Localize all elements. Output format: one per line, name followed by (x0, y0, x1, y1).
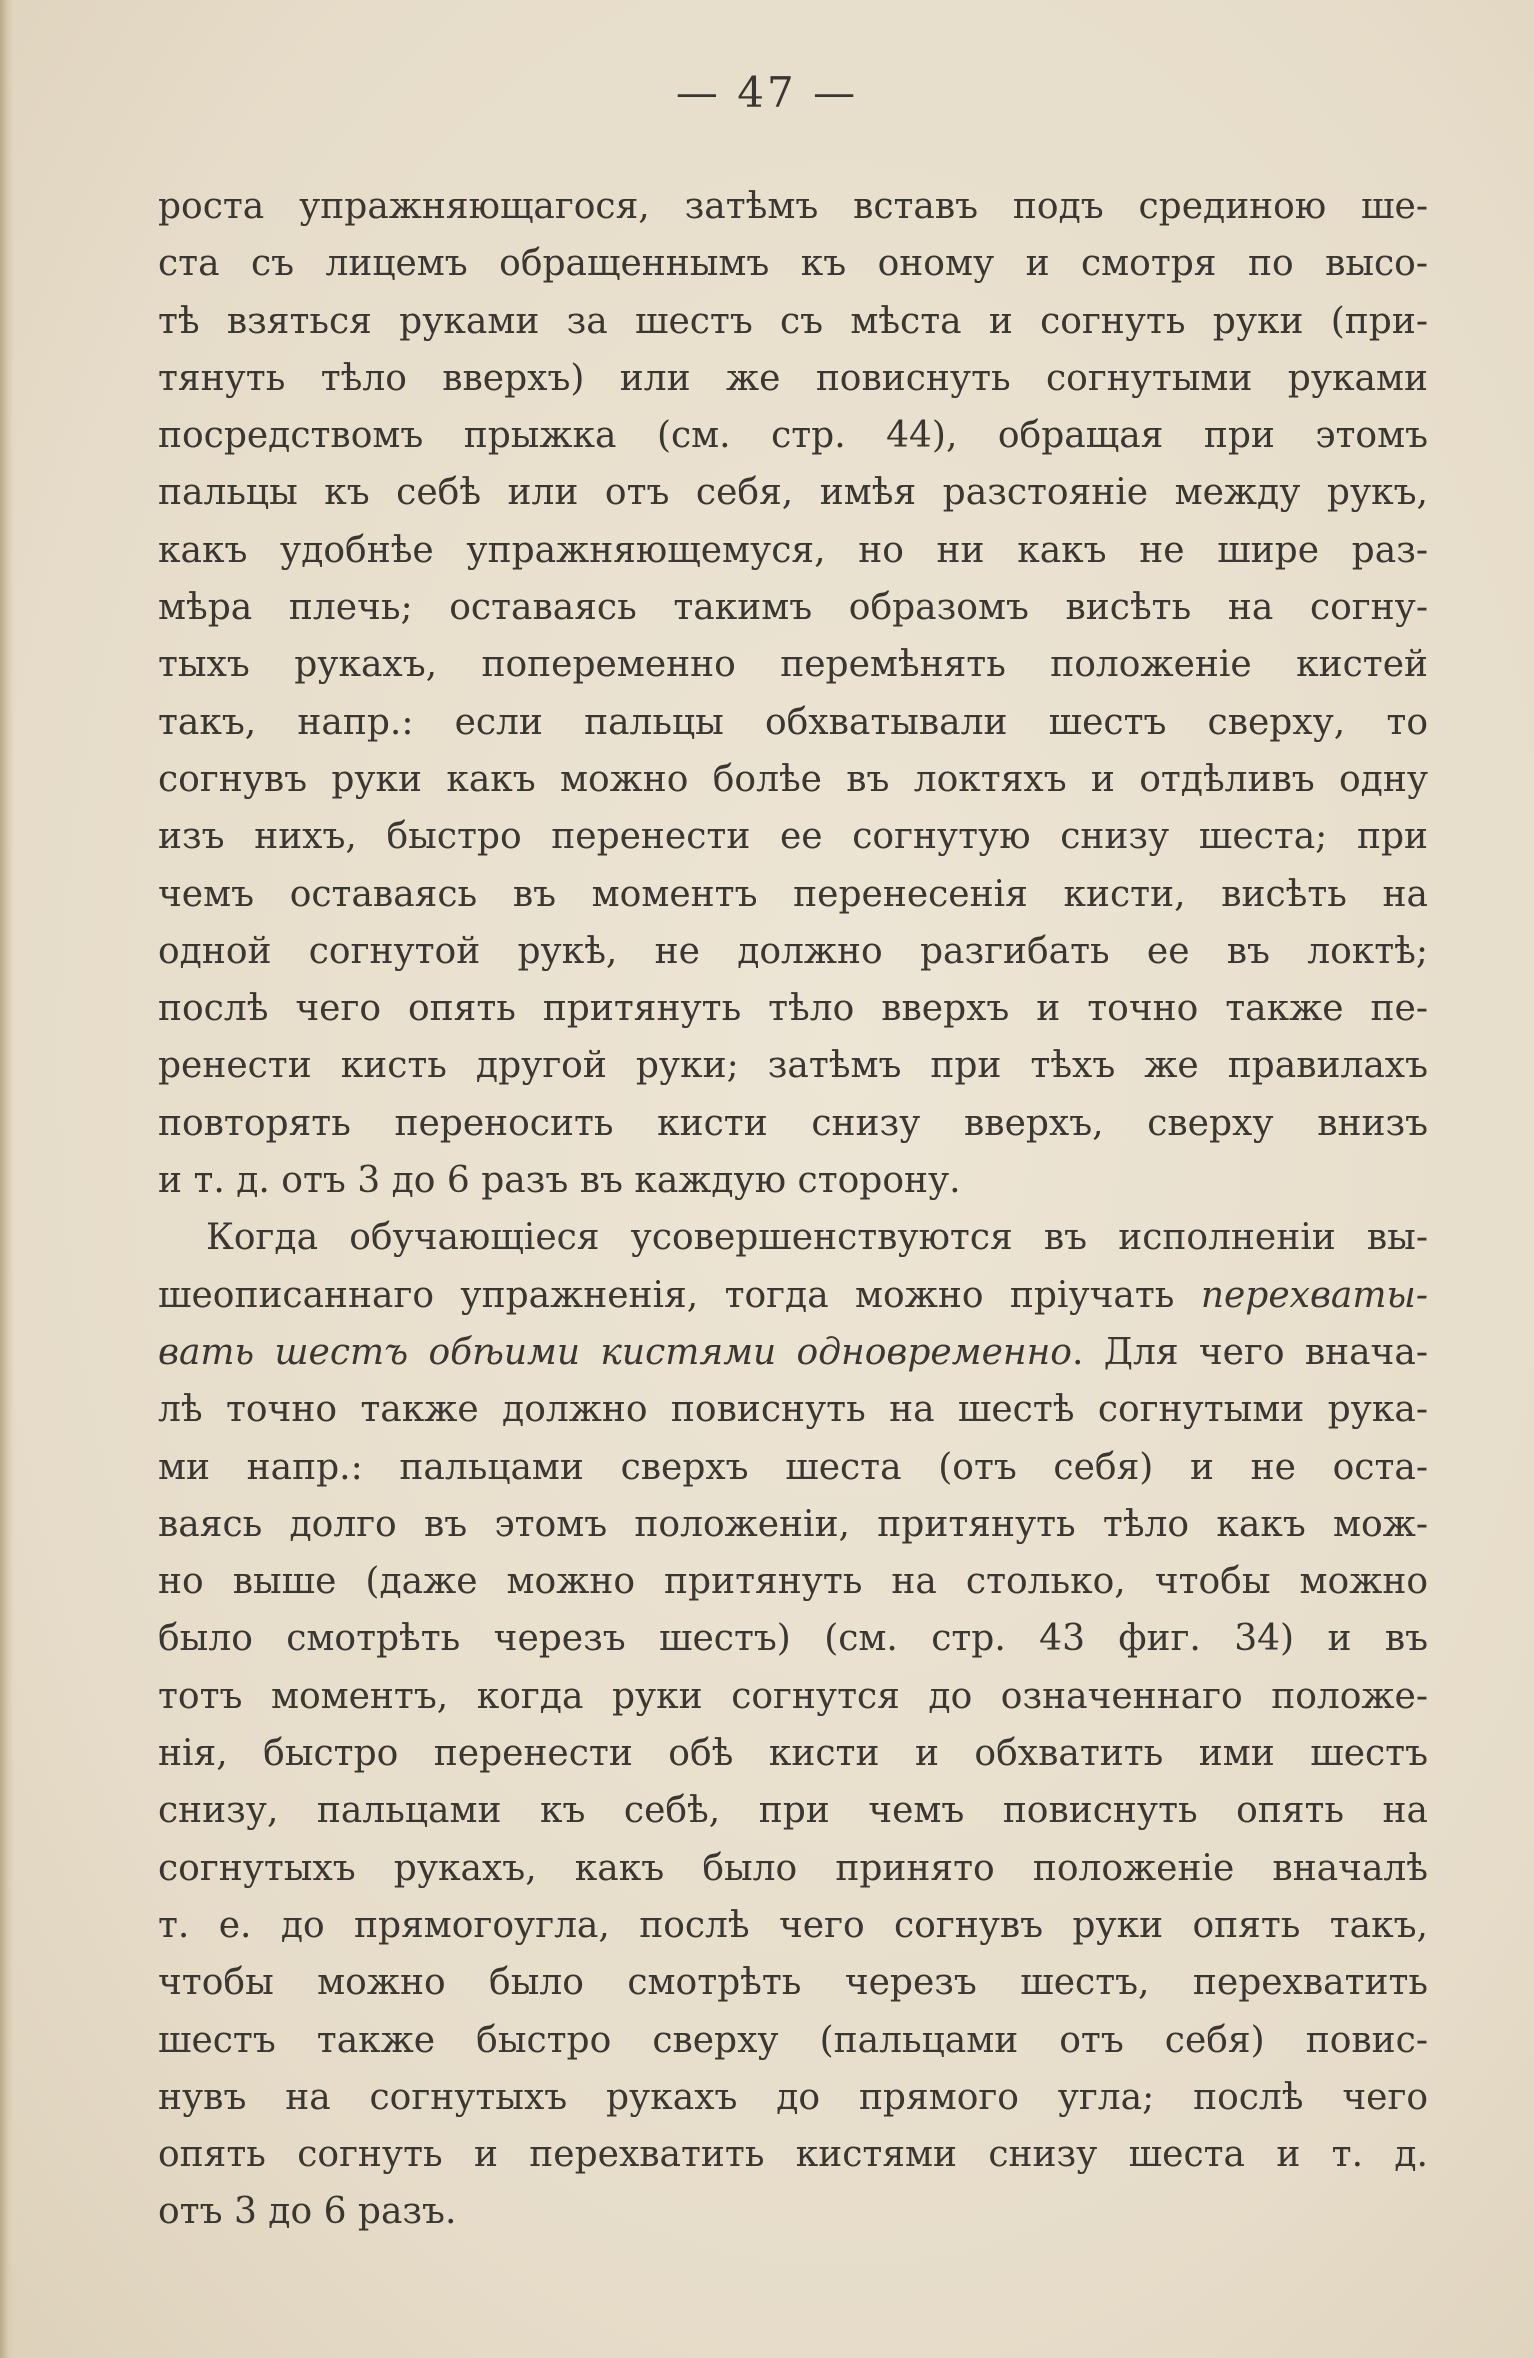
text-run: одной согнутой рукѣ, не должно разгибать ее въ локтѣ; (158, 930, 1428, 972)
text-line (158, 1668, 1428, 1725)
text-line (158, 293, 1428, 350)
text-line (158, 522, 1428, 579)
text-run: шестъ также быстро сверху (пальцами отъ себя) повис- (158, 2019, 1428, 2061)
text-line (158, 1267, 1428, 1324)
text-run: такъ, напр.: если пальцы обхватывали шестъ сверху, то (158, 701, 1428, 743)
text-line (158, 980, 1428, 1037)
text-line (158, 1725, 1428, 1782)
text-run: пальцы къ себѣ или отъ себя, имѣя разстояніе между рукъ, (158, 472, 1428, 514)
text-run: ренести кисть другой руки; затѣмъ при тѣхъ же правилахъ (158, 1045, 1428, 1087)
text-run: нувъ на согнутыхъ рукахъ до прямого угла; послѣ чего (158, 2076, 1428, 2118)
text-line (158, 1610, 1428, 1667)
text-line (158, 1840, 1428, 1897)
text-line (158, 866, 1428, 923)
text-line (158, 178, 1428, 235)
text-run: послѣ чего опять притянуть тѣло вверхъ и точно также пе- (158, 988, 1428, 1030)
text-line (158, 2126, 1428, 2183)
page-spine-shadow (0, 0, 14, 2358)
text-line (158, 1782, 1428, 1839)
text-line (158, 1496, 1428, 1553)
text-line (158, 1954, 1428, 2011)
page-number: — 47 — (675, 68, 859, 117)
text-run: тянуть тѣло вверхъ) или же повиснуть согнутыми руками (158, 357, 1428, 399)
text-run: согнутыхъ рукахъ, какъ было принято положеніе вначалѣ (158, 1847, 1428, 1889)
text-line (158, 407, 1428, 464)
text-run: тыхъ рукахъ, попеременно перемѣнять положеніе кистей (158, 644, 1428, 686)
text-line (158, 1152, 1428, 1209)
text-run: было смотрѣть черезъ шестъ) (см. стр. 43 фиг. 34) и въ (158, 1618, 1428, 1660)
text-run: тотъ моментъ, когда руки согнутся до означеннаго положе- (158, 1675, 1428, 1717)
text-line (158, 2069, 1428, 2126)
text-run: ми напр.: пальцами сверхъ шеста (отъ себя) и не оста- (158, 1446, 1428, 1488)
text-run: Когда обучающіеся усовершенствуются въ исполненіи вы- (206, 1217, 1428, 1259)
text-run: роста упражняющагося, затѣмъ вставъ подъ срединою ше- (158, 186, 1428, 227)
text-line (158, 694, 1428, 751)
text-run: лѣ точно также должно повиснуть на шестѣ согнутыми рука- (158, 1389, 1428, 1431)
paragraph (158, 178, 1428, 1209)
text-line (158, 808, 1428, 865)
text-line (158, 579, 1428, 636)
text-run: но выше (даже можно притянуть на столько, чтобы можно (158, 1561, 1428, 1603)
text-line (158, 464, 1428, 521)
text-line (158, 2012, 1428, 2069)
text-line (158, 1439, 1428, 1496)
text-run: снизу, пальцами къ себѣ, при чемъ повиснуть опять на (158, 1790, 1428, 1832)
text-run: . Для чего внача- (1071, 1331, 1428, 1373)
text-line (158, 751, 1428, 808)
text-run: и т. д. отъ 3 до 6 разъ въ каждую сторону. (158, 1160, 961, 1202)
text-run: повторять переносить кисти снизу вверхъ, сверху внизъ (158, 1102, 1428, 1144)
text-line (158, 1324, 1428, 1381)
emphasis-text: вать шестъ обѣими кистями одновременно (158, 1331, 1072, 1373)
text-run: мѣра плечь; оставаясь такимъ образомъ висѣть на согну- (158, 587, 1428, 629)
text-line (158, 1897, 1428, 1954)
text-line (158, 636, 1428, 693)
text-line (158, 1553, 1428, 1610)
text-run: чемъ оставаясь въ моментъ перенесенія кисти, висѣть на (158, 873, 1428, 915)
text-line (158, 1381, 1428, 1438)
text-line (158, 1095, 1428, 1152)
paragraph (158, 1209, 1428, 2240)
text-line (158, 235, 1428, 292)
text-run: ста съ лицемъ обращеннымъ къ оному и смотря по высо- (158, 243, 1428, 285)
emphasis-text: перехваты- (1200, 1274, 1428, 1316)
text-run: т. е. до прямогоугла, послѣ чего согнувъ руки опять такъ, (158, 1904, 1428, 1946)
text-line (158, 2183, 1428, 2240)
text-run: изъ нихъ, быстро перенести ее согнутую снизу шеста; при (158, 816, 1428, 858)
text-run: чтобы можно было смотрѣть черезъ шестъ, перехватить (158, 1962, 1428, 2004)
text-line (158, 1037, 1428, 1094)
text-line (158, 350, 1428, 407)
text-line (158, 1209, 1428, 1266)
text-run: посредствомъ прыжка (см. стр. 44), обращая при этомъ (158, 415, 1428, 457)
text-run: согнувъ руки какъ можно болѣе въ локтяхъ и отдѣливъ одну (158, 758, 1428, 800)
text-line (158, 923, 1428, 980)
text-run: шеописаннаго упражненія, тогда можно пріучать (158, 1274, 1201, 1316)
text-run: нія, быстро перенести обѣ кисти и обхватить ими шестъ (158, 1733, 1428, 1775)
text-run: ваясь долго въ этомъ положеніи, притянуть тѣло какъ мож- (158, 1503, 1428, 1545)
body-text (158, 178, 1428, 2241)
text-run: какъ удобнѣе упражняющемуся, но ни какъ не шире раз- (158, 529, 1428, 571)
text-run: опять согнуть и перехватить кистями снизу шеста и т. д. (158, 2134, 1428, 2176)
text-run: отъ 3 до 6 разъ. (158, 2191, 457, 2233)
text-run: тѣ взяться руками за шестъ съ мѣста и согнуть руки (при- (158, 300, 1428, 342)
